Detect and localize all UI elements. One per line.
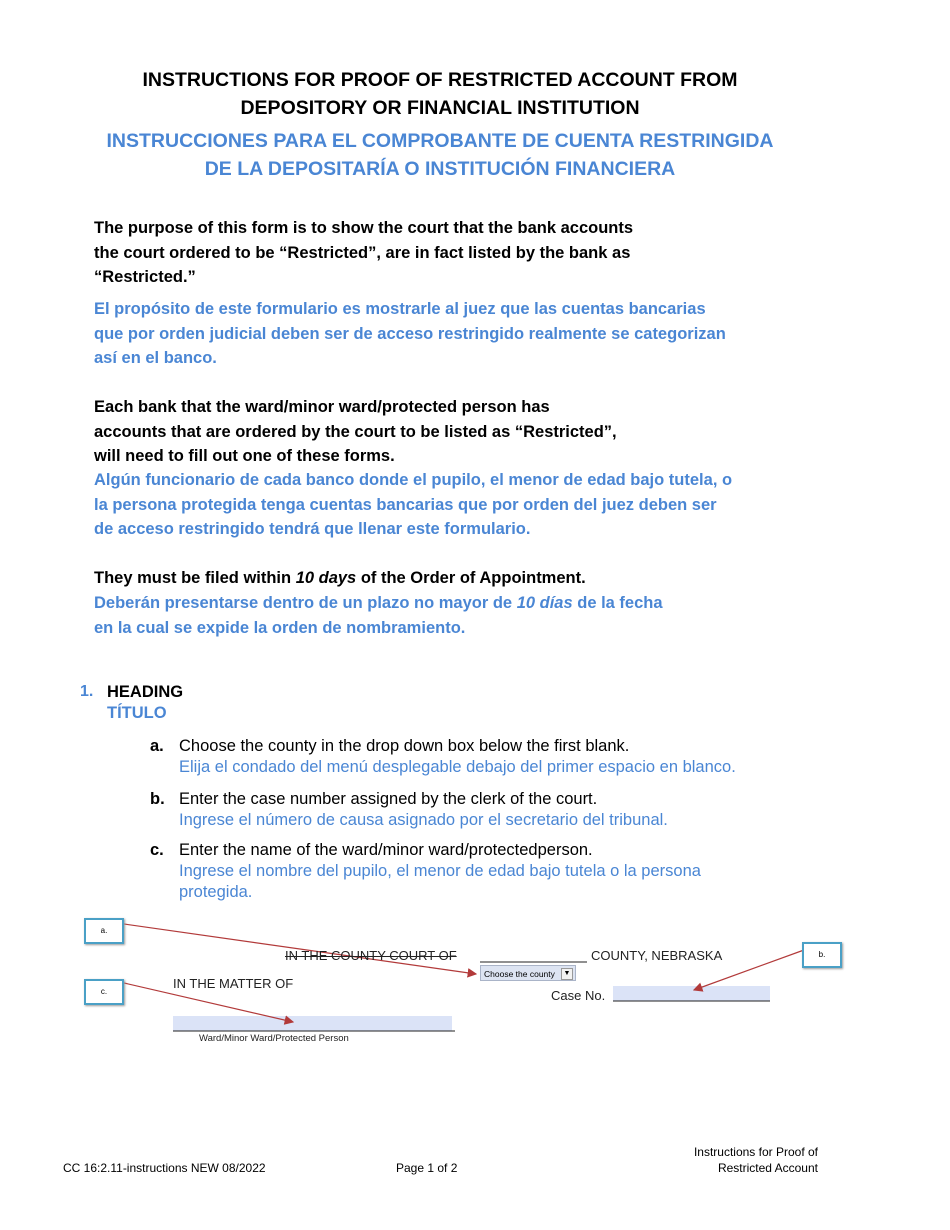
title-english <box>60 66 820 122</box>
court-line-label: IN THE COUNTY COURT OF <box>285 948 457 963</box>
form-lines-svg <box>0 910 950 1060</box>
county-nebraska-label: COUNTY, NEBRASKA <box>591 948 723 963</box>
section-heading-es: TÍTULO <box>107 704 167 722</box>
filed-es-after: de la fecha <box>572 594 663 612</box>
title-es-line1: INSTRUCCIONES PARA EL COMPROBANTE DE CUENTA RESTRINGIDA <box>106 130 774 152</box>
item-text-en: Enter the name of the ward/minor ward/protectedperson. <box>179 841 593 859</box>
matter-label: IN THE MATTER OF <box>173 976 294 991</box>
section-heading-en: HEADING <box>107 683 184 701</box>
callout-a: a. <box>84 918 124 944</box>
footer-doc-title-2: Restricted Account <box>717 1161 818 1175</box>
each-bank-es-line: la persona protegida tenga cuentas bancarias que por orden del juez deben ser <box>94 495 717 514</box>
filed-es-before: Deberán presentarse dentro de un plazo no mayor de <box>94 594 517 612</box>
footer-doc-title-1: Instructions for Proof of <box>693 1145 818 1159</box>
county-dropdown-label: Choose the county <box>484 969 555 979</box>
item-text-en: Enter the case number assigned by the clerk of the court. <box>179 790 598 808</box>
filed-en-before: They must be filed within <box>94 569 296 587</box>
filed-en-emph: 10 days <box>295 569 357 587</box>
purpose-en-line: “Restricted.” <box>94 268 196 286</box>
callout-c: c. <box>84 979 124 1005</box>
purpose-es-line: que por orden judicial deben ser de acceso restringido realmente se categorizan <box>94 324 726 343</box>
item-text-es: Ingrese el nombre del pupilo, el menor de edad bajo tutela o la persona <box>179 862 701 880</box>
case-number-field <box>613 986 770 1001</box>
each-bank-en-line: will need to fill out one of these forms. <box>94 447 395 465</box>
ward-caption: Ward/Minor Ward/Protected Person <box>199 1033 349 1044</box>
each-bank-spanish <box>94 468 732 542</box>
filed-es-emph: 10 días <box>516 594 573 612</box>
item-text-es: Ingrese el número de causa asignado por el secretario del tribunal. <box>179 811 668 829</box>
each-bank-en-line: accounts that are ordered by the court to be listed as “Restricted”, <box>94 422 617 441</box>
each-bank-es-line: Algún funcionario de cada banco donde el pupilo, el menor de edad bajo tutela, o <box>94 471 733 489</box>
item-letter: b. <box>150 790 165 808</box>
filed-en-after: of the Order of Appointment. <box>356 569 586 587</box>
footer-page-number: Page 1 of 2 <box>396 1161 458 1175</box>
purpose-es-line: así en el banco. <box>94 349 217 367</box>
section-heading <box>107 682 183 724</box>
case-no-label: Case No. <box>551 988 606 1003</box>
item-text-en: Choose the county in the drop down box below the first blank. <box>179 737 630 755</box>
title-en-line2: DEPOSITORY OR FINANCIAL INSTITUTION <box>240 97 640 119</box>
item-letter: c. <box>150 841 164 859</box>
item-text-es-cont: protegida. <box>179 883 253 901</box>
title-spanish <box>60 127 820 183</box>
footer-form-code: CC 16:2.11-instructions NEW 08/2022 <box>63 1161 266 1175</box>
purpose-english <box>94 216 633 290</box>
title-es-line2: DE LA DEPOSITARÍA O INSTITUCIÓN FINANCIERA <box>204 158 676 180</box>
purpose-spanish <box>94 297 726 371</box>
form-heading-example <box>0 910 950 1060</box>
callout-b: b. <box>802 942 842 968</box>
item-letter: a. <box>150 737 164 755</box>
ward-name-field <box>173 1016 452 1031</box>
filed-es-line2: en la cual se expide la orden de nombramiento. <box>94 618 466 637</box>
title-en-line1: INSTRUCTIONS FOR PROOF OF RESTRICTED ACCOUNT FROM <box>142 69 738 91</box>
footer-doc-title <box>600 1144 818 1176</box>
filing-deadline-english <box>94 566 586 591</box>
dropdown-arrow-icon: ▼ <box>561 968 573 980</box>
each-bank-english <box>94 395 617 469</box>
filing-deadline-spanish <box>94 591 663 640</box>
each-bank-es-line: de acceso restringido tendrá que llenar este formulario. <box>94 520 531 538</box>
purpose-en-line: the court ordered to be “Restricted”, are in fact listed by the bank as <box>94 243 631 262</box>
each-bank-en-line: Each bank that the ward/minor ward/protected person has <box>94 398 550 416</box>
purpose-es-line: El propósito de este formulario es mostrarle al juez que las cuentas bancarias <box>94 300 706 318</box>
item-text-es: Elija el condado del menú desplegable debajo del primer espacio en blanco. <box>179 758 736 776</box>
section-number: 1. <box>80 683 94 700</box>
county-dropdown[interactable] <box>480 965 576 981</box>
purpose-en-line: The purpose of this form is to show the court that the bank accounts <box>94 219 634 237</box>
